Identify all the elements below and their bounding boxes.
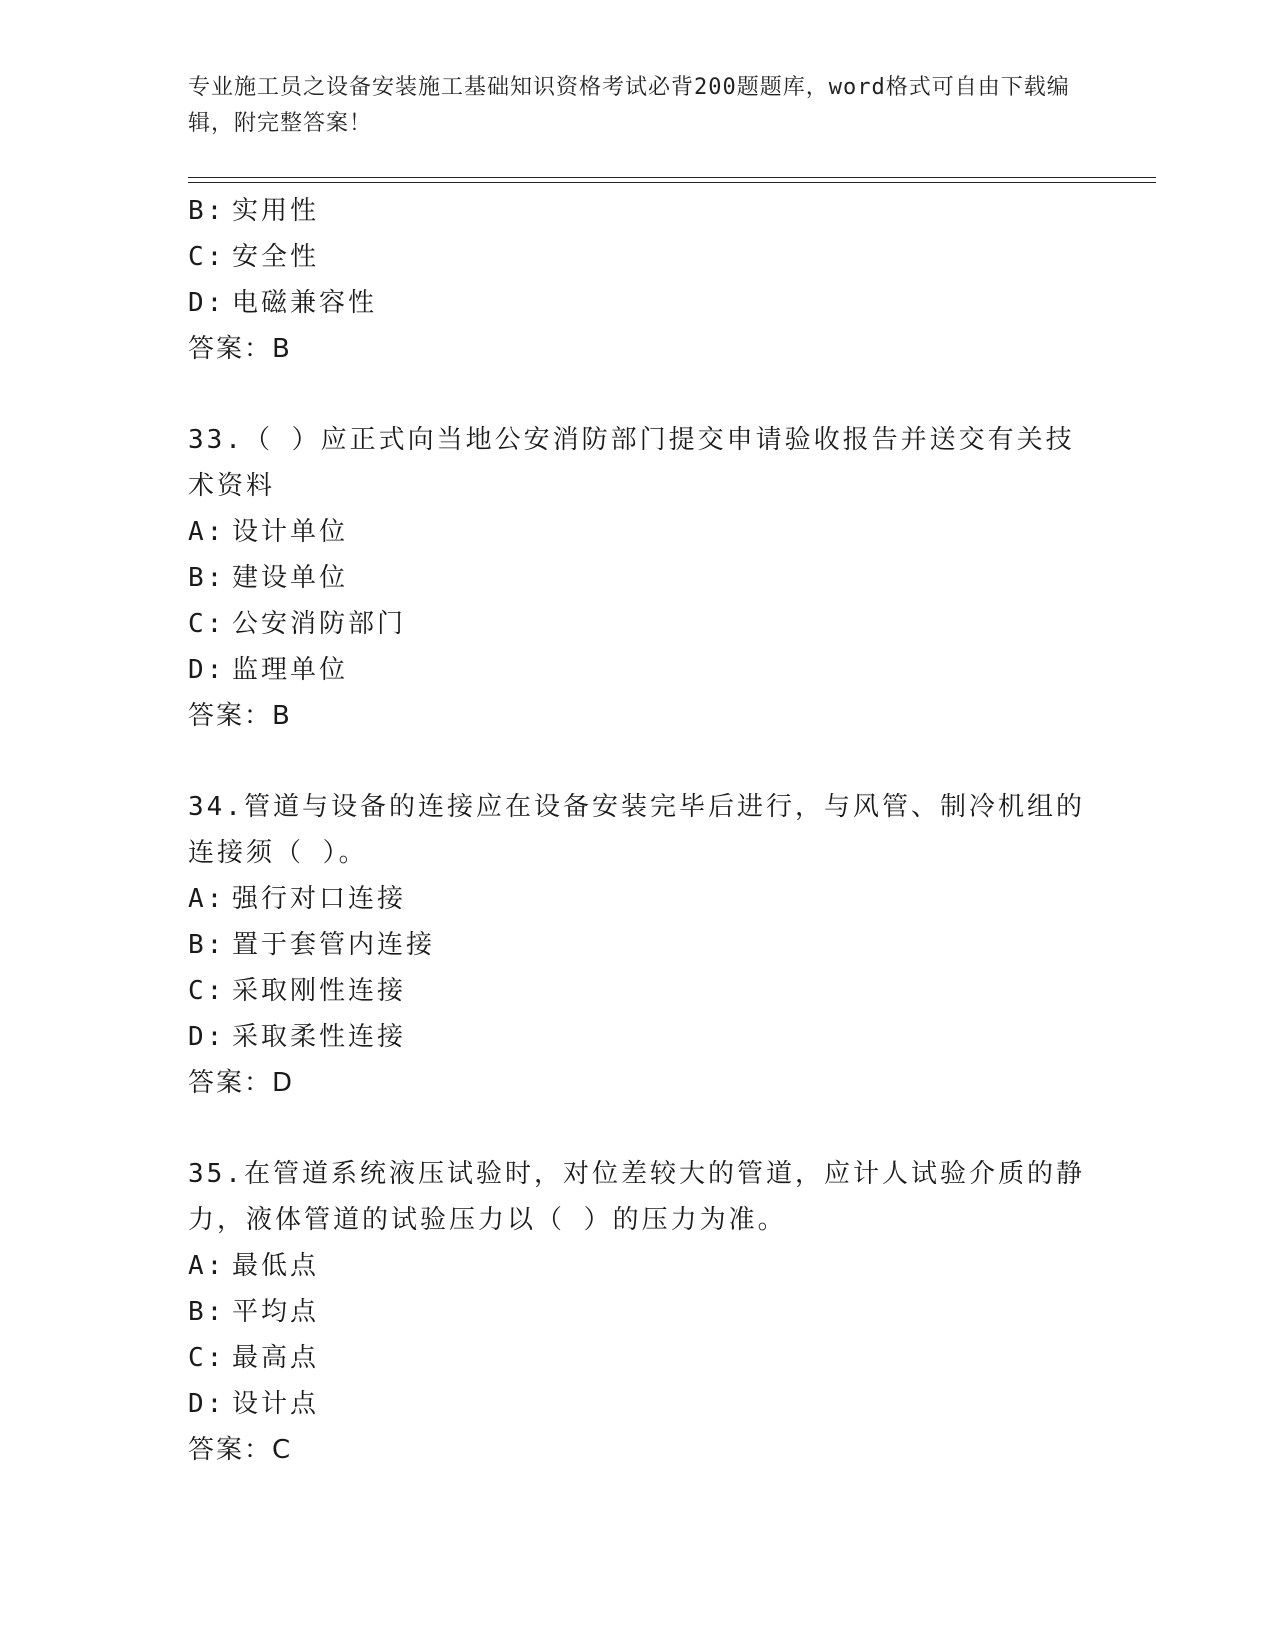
option bbox=[188, 1381, 1088, 1427]
option-key: D: bbox=[188, 655, 226, 685]
option bbox=[188, 234, 1088, 280]
option-text: 置于套管内连接 bbox=[232, 930, 436, 960]
answer-line: 答案：C bbox=[188, 1435, 293, 1465]
option bbox=[188, 968, 1088, 1014]
option-text: 采取柔性连接 bbox=[232, 1022, 407, 1052]
option-key: B: bbox=[188, 1297, 226, 1327]
question-text: 33.（ ）应正式向当地公安消防部门提交申请验收报告并送交有关技术资料 bbox=[188, 425, 1075, 501]
option-key: A: bbox=[188, 517, 226, 547]
question-block-35 bbox=[188, 1151, 1088, 1473]
spacer bbox=[188, 739, 1088, 784]
option bbox=[188, 555, 1088, 601]
answer-line: 答案：B bbox=[188, 701, 292, 731]
option bbox=[188, 876, 1088, 922]
option-text: 安全性 bbox=[232, 242, 320, 272]
option-text: 公安消防部门 bbox=[232, 609, 407, 639]
option-key: A: bbox=[188, 884, 226, 914]
question-block-33 bbox=[188, 417, 1088, 739]
option-key: B: bbox=[188, 563, 226, 593]
option bbox=[188, 1243, 1088, 1289]
option bbox=[188, 1289, 1088, 1335]
question-list bbox=[188, 188, 1088, 1473]
spacer bbox=[188, 372, 1088, 417]
option-text: 最高点 bbox=[232, 1343, 320, 1373]
option-text: 采取刚性连接 bbox=[232, 976, 407, 1006]
option bbox=[188, 188, 1088, 234]
spacer bbox=[188, 1106, 1088, 1151]
answer-line: 答案：D bbox=[188, 1068, 295, 1098]
option-text: 监理单位 bbox=[232, 655, 349, 685]
option bbox=[188, 601, 1088, 647]
option-text: 实用性 bbox=[232, 196, 320, 226]
header-rule-top bbox=[188, 177, 1156, 178]
option-key: C: bbox=[188, 1343, 226, 1373]
option-key: C: bbox=[188, 976, 226, 1006]
question-block-34 bbox=[188, 784, 1088, 1106]
header-rule-bottom bbox=[188, 182, 1156, 183]
option bbox=[188, 1335, 1088, 1381]
option-key: C: bbox=[188, 609, 226, 639]
option-key: D: bbox=[188, 1389, 226, 1419]
option-text: 建设单位 bbox=[232, 563, 349, 593]
answer-line: 答案：B bbox=[188, 334, 292, 364]
option bbox=[188, 1014, 1088, 1060]
question-text: 35.在管道系统液压试验时，对位差较大的管道，应计人试验介质的静力，液体管道的试验压力以（ ）的压力为准。 bbox=[188, 1159, 1085, 1235]
option-text: 最低点 bbox=[232, 1251, 320, 1281]
option-text: 设计点 bbox=[232, 1389, 320, 1419]
option-key: A: bbox=[188, 1251, 226, 1281]
option-key: B: bbox=[188, 196, 226, 226]
option bbox=[188, 509, 1088, 555]
option-text: 强行对口连接 bbox=[232, 884, 407, 914]
option-key: C: bbox=[188, 242, 226, 272]
question-text: 34.管道与设备的连接应在设备安装完毕后进行，与风管、制冷机组的连接须（ ）。 bbox=[188, 792, 1085, 868]
option-text: 电磁兼容性 bbox=[232, 288, 378, 318]
option-key: D: bbox=[188, 1022, 226, 1052]
document-header: 专业施工员之设备安装施工基础知识资格考试必背200题题库，word格式可自由下载编辑，附完整答案！ bbox=[188, 75, 1070, 136]
option bbox=[188, 280, 1088, 326]
option-text: 平均点 bbox=[232, 1297, 320, 1327]
option bbox=[188, 922, 1088, 968]
option-key: B: bbox=[188, 930, 226, 960]
option bbox=[188, 647, 1088, 693]
option-text: 设计单位 bbox=[232, 517, 349, 547]
question-block-partial bbox=[188, 188, 1088, 372]
option-key: D: bbox=[188, 288, 226, 318]
